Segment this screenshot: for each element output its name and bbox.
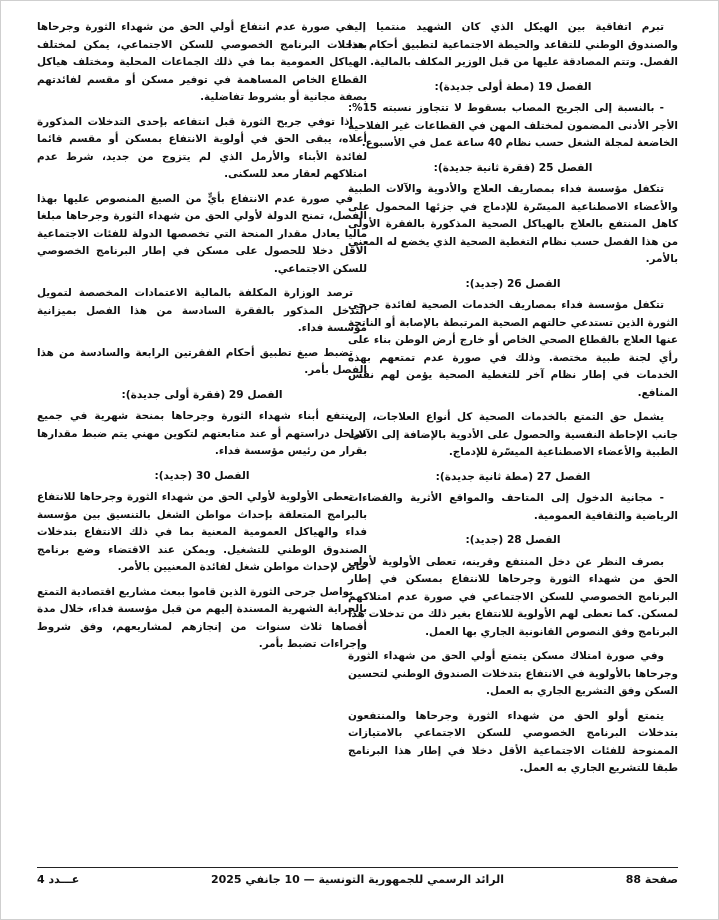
left-column [37,19,367,661]
page-number: صفحة 88 [625,873,678,886]
paragraph: ينتفع أبناء شهداء الثورة وجرحاها بمنحة شهرية في جميع مراحل دراستهم أو عند متابعتهم لتكوين مهني يتم ضبط مقدارها بقرار من رئيس مؤسسة فداء. [37,410,367,457]
paragraph: تضبط صيغ تطبيق أحكام الفقرتين الرابعة والسادسة من هذا الفصل بأمر. [37,346,367,376]
footer-divider [37,867,678,868]
journal-title-date: الرائد الرسمي للجمهورية التونسية — 10 جانفي 2025 [210,873,505,886]
issue-number: عـــدد 4 [37,873,80,886]
paragraph: إذا توفي جريح الثورة قبل انتفاعه بإحدى التدخلات المذكورة أعلاه، يبقى الحق في أولوية الانتفاع بمسكن أو مقسم قائما لفائدة الأبناء والأرمل الذي لم يتزوج من جديد، شرط عدم امتلاكهم لعقار معد للسكنى. [37,115,367,180]
article-heading: الفصل 30 (جديد): [154,469,250,482]
paragraph: يواصل جرحى الثورة الذين قاموا ببعث مشاريع اقتصادية التمتع بالجراية الشهرية المسندة إليهم من قبل مؤسسة فداء، خلال مدة أقصاها ثلاث سنوات من إنجازهم لمشاريعهم، وفق شروط وإجراءات تضبط بأمر. [37,585,367,650]
article-heading: الفصل 28 (جديد): [465,534,561,546]
paragraph: - مجانية الدخول إلى المتاحف والمواقع الأثرية والفضاءات الرياضية والثقافية العمومية. [348,492,678,522]
article-heading: الفصل 19 (مطة أولى جديدة): [434,80,592,93]
paragraph: في صورة عدم انتفاع أولي الحق من شهداء الثورة وجرحاها بتدخلات البرنامج الخصوصي للسكن الاجتماعي، يمكن لمختلف الهياكل العمومية بما في ذلك الجماعات المحلية ومختلف هياكل القطاع الخاص المساهمة في توفير مسكن أو مقسم لفائدتهم بصفة مجانية أو بشروط تفاضلية. [37,21,367,103]
article-heading: الفصل 27 (مطة ثانية جديدة): [435,470,591,483]
right-column [348,19,678,785]
paragraph: وفي صورة امتلاك مسكن يتمتع أولي الحق من شهداء الثورة وجرحاها بالأولوية في الانتفاع بتدخلات الصندوق الوطني لتحسين السكن وفق التشريع الجاري به العمل. [348,650,678,697]
paragraph: في صورة عدم الانتفاع بأيٍّ من الصيغ المنصوص عليها بهذا الفصل، تمنح الدولة لأولي الحق من شهداء الثورة وجرحاها مبلغا ماليا يعادل مقدار المنحة التي تخصصها الدولة للفئات الاجتماعية الأقل دخلا للحصول على مسكن في إطار البرنامج الخصوصي للسكن الاجتماعي. [37,192,367,275]
page-footer [37,873,678,893]
paragraph: تتكفل مؤسسة فداء بمصاريف العلاج والأدوية والآلات الطبية والأعضاء الاصطناعية الميسّرة للإدماج في جزئها المحمول على كاهل المنتفع بالعلاج بالهياكل الصحية المذكورة بالفقرة الأولى من هذا الفصل حسب نظام التغطية الصحية الذي يخضع له المعني بالأمر. [348,183,678,265]
paragraph: بصرف النظر عن دخل المنتفع وقرينه، تعطى الأولوية لأولي الحق من شهداء الثورة وجرحاها للانتفاع بمسكن في إطار البرنامج الخصوصي للسكن الاجتماعي في صورة عدم امتلاكهم لمسكن. كما تعطى لهم الأولوية للانتفاع بغير ذلك من تدخلات هذا البرنامج وفق النصوص القانونية الجاري بها العمل. [348,555,678,638]
paragraph: تبرم اتفاقية بين الهيكل الذي كان الشهيد منتميا إليه والصندوق الوطني للتقاعد والحيطة الاجتماعية لتطبيق أحكام هذا الفصل. وتتم المصادقة عليها من قبل الوزير المكلف بالمالية. [348,21,678,68]
paragraph: ترصد الوزارة المكلفة بالمالية الاعتمادات المخصصة لتمويل التدخل المذكور بالفقرة السادسة من هذا الفصل بميزانية مؤسسة فداء. [37,287,367,334]
paragraph: يتمتع أولو الحق من شهداء الثورة وجرحاها والمنتفعون بتدخلات البرنامج الخصوصي للسكن الاجتماعي بالامتيازات الممنوحة للفئات الاجتماعية الأقل دخلا في إطار هذا البرنامج طبقا للتشريع الجاري به العمل. [348,709,678,774]
article-heading: الفصل 25 (فقرة ثانية جديدة): [433,161,593,174]
paragraph: يشمل حق التمتع بالخدمات الصحية كل أنواع العلاجات، إلى جانب الإحاطة النفسية والحصول على الأدوية بالإضافة إلى الآلات الطبية والأعضاء الاصطناعية الميسّرة للإدماج. [348,411,678,458]
article-heading: الفصل 26 (جديد): [465,277,561,290]
paragraph: تتكفل مؤسسة فداء بمصاريف الخدمات الصحية لفائدة جرحى الثورة الذين تستدعي حالتهم الصحية المرتبطة بالإصابة أو الناتجة عنها العلاج بالقطاع الصحي الخاص أو خارج أرض الوطن بناء على رأي لجنة طبية مختصة. وذلك في صورة عدم تمتعهم بهذه الخدمات في إطار نظام آخر للتغطية الصحية يؤمن لهم نفس المنافع. [348,299,678,399]
paragraph: - بالنسبة إلى الجريح المصاب بسقوط لا تتجاوز نسبته 15%: الأجر الأدنى المضمون لمختلف المهن في القطاعات غير الفلاحية الخاضعة لمجلة الشغل حسب نظام 40 ساعة عمل في الأسبوع. [348,102,678,149]
paragraph: تعطى الأولوية لأولي الحق من شهداء الثورة وجرحاها للانتفاع بالبرامج المتعلقة بإحداث مواطن الشغل بالتنسيق بين مؤسسة فداء والهياكل العمومية المعنية بما في ذلك الانتفاع بتدخلات الصندوق الوطني للتشغيل. ويمكن عند الاقتضاء وضع برنامج خاص لإحداث مواطن شغل لفائدة المعنيين بالأمر. [37,491,367,573]
article-heading: الفصل 29 (فقرة أولى جديدة): [121,388,283,401]
